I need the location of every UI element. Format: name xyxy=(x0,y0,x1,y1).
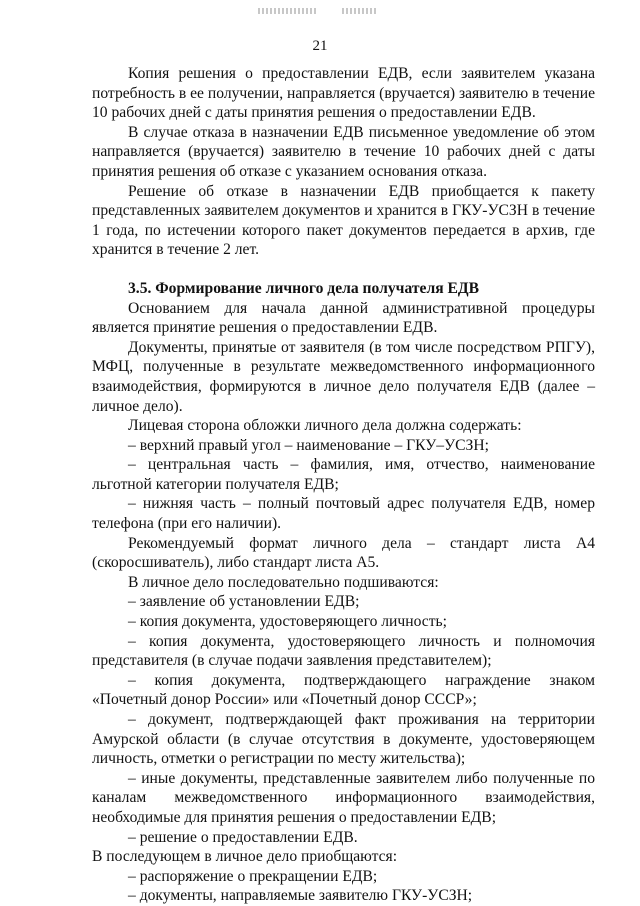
section-heading: 3.5. Формирование личного дела получателя ЕДВ xyxy=(128,279,480,297)
paragraph: Документы, принятые от заявителя (в том числе посредством РПГУ), МФЦ, полученные в результате межведомственного информационного взаимодействия, формируются в личное дело получателя ЕДВ (далее – личное дело). xyxy=(92,338,595,415)
list-item: – копия документа, удостоверяющего личность и полномочия представителя (в случае подачи заявления представителем); xyxy=(92,632,595,670)
paragraph: Основанием для начала данной административной процедуры является принятие решения о предоставлении ЕДВ. xyxy=(92,299,595,337)
list-item: – решение о предоставлении ЕДВ. xyxy=(128,828,358,846)
list-item: – заявление об установлении ЕДВ; xyxy=(128,593,360,611)
page-number: 21 xyxy=(312,38,328,54)
paragraph: В личное дело последовательно подшиваются: xyxy=(128,573,439,591)
scan-artifact xyxy=(258,8,316,14)
paragraph: В случае отказа в назначении ЕДВ письменное уведомление об этом направляется (вручается) заявителю в течение 10 рабочих дней с даты принятия решения об отказе с указанием основания отказа. xyxy=(92,123,595,180)
paragraph: Решение об отказе в назначении ЕДВ приобщается к пакету представленных заявителем документов и хранится в ГКУ-УСЗН в течение 1 года, по истечении которого пакет документов передается в архив, где хранится в течение 2 лет. xyxy=(92,182,595,259)
list-item: – распоряжение о прекращении ЕДВ; xyxy=(128,867,378,885)
list-item: – копия документа, подтверждающего награждение знаком «Почетный донор России» или «Почетный донор СССР»; xyxy=(92,671,595,709)
list-item: – нижняя часть – полный почтовый адрес получателя ЕДВ, номер телефона (при его наличии). xyxy=(92,495,595,533)
list-item: – иные документы, представленные заявителем либо полученные по каналам межведомственного информационного взаимодействия, необходимые для принятия решения о предоставлении ЕДВ; xyxy=(92,769,595,826)
paragraph: Копия решения о предоставлении ЕДВ, если заявителем указана потребность в ее получении, направляется (вручается) заявителю в течение 10 рабочих дней с даты принятия решения о предоставлении ЕДВ. xyxy=(92,65,595,122)
list-item: – копия документа, удостоверяющего личность; xyxy=(128,613,447,631)
paragraph: Рекомендуемый формат личного дела – стандарт листа А4 (скоросшиватель), либо стандарт листа А5. xyxy=(92,534,595,572)
paragraph: В последующем в личное дело приобщаются: xyxy=(92,848,398,866)
scan-artifact xyxy=(342,8,378,14)
paragraph: Лицевая сторона обложки личного дела должна содержать: xyxy=(128,417,522,435)
list-item: – документы, направляемые заявителю ГКУ-УСЗН; xyxy=(128,887,473,905)
list-item: – документ, подтверждающей факт проживания на территории Амурской области (в случае отсутствия в документе, удостоверяющем личность, отметки о регистрации по месту жительства); xyxy=(92,711,595,768)
list-item: – верхний правый угол – наименование – ГКУ–УСЗН; xyxy=(128,436,489,454)
document-body xyxy=(92,64,595,906)
list-item: – центральная часть – фамилия, имя, отчество, наименование льготной категории получателя ЕДВ; xyxy=(92,456,595,493)
